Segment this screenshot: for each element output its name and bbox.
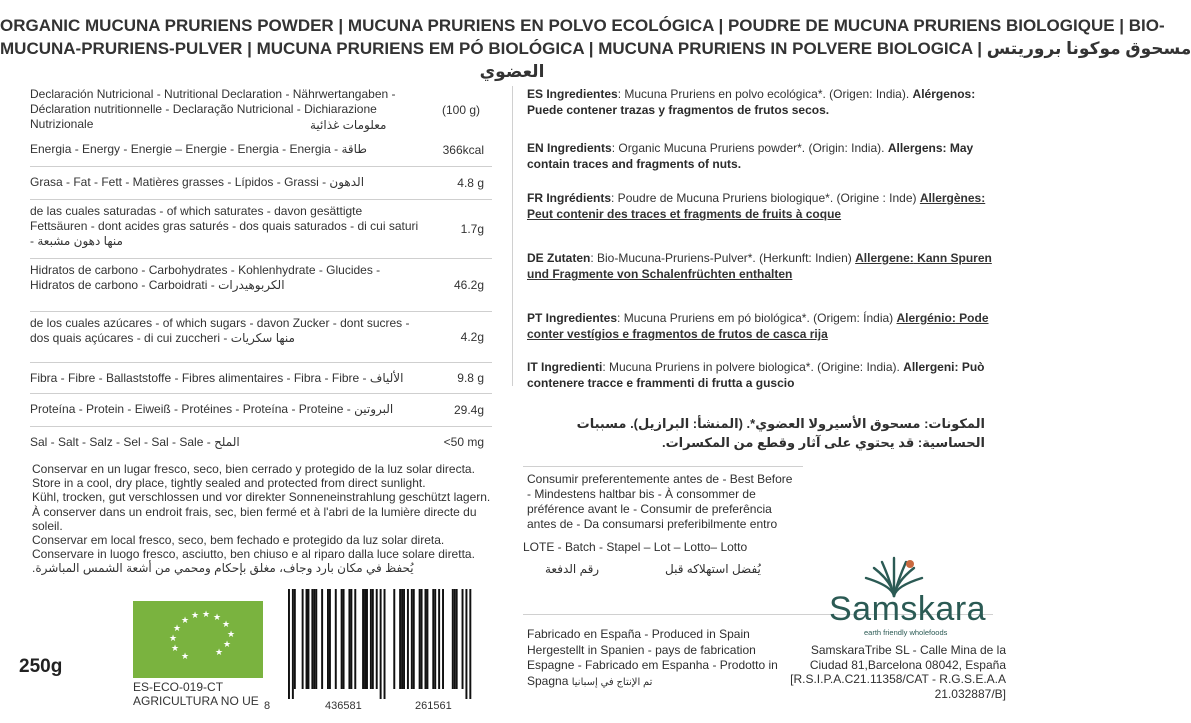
allergen-label: Allergene:: [855, 251, 914, 265]
nutrition-row: [30, 134, 492, 166]
nutrition-value: 4.8 g: [457, 176, 484, 190]
brand-tagline: earth friendly wholefoods: [864, 628, 948, 637]
title-line-1: ORGANIC MUCUNA PRURIENS POWDER | MUCUNA PRURIENS EN POLVO ECOLÓGICA | POUDRE DE MUCUNA PRURIENS BIOLOGIQUE | BIO-: [0, 16, 1165, 35]
eu-origin: AGRICULTURA NO UE: [133, 694, 259, 708]
allergen-label: Alérgenos:: [912, 87, 976, 101]
brand-name: Samskara: [829, 590, 987, 628]
svg-text:★: ★: [191, 610, 200, 620]
nutrition-value: 46.2g: [453, 278, 484, 292]
storage-ar: يُحفظ في مكان بارد وجاف، مغلق بإحكام ومحمي من أشعة الشمس المباشرة.: [32, 561, 414, 576]
allergen-text: Puede contener trazas y fragmentos de frutos secos.: [527, 103, 830, 117]
nutrition-value: 9.8 g: [457, 371, 484, 385]
storage-de: Kühl, trocken, gut verschlossen und vor direkter Sonneneinstrahlung geschützt lagern.: [32, 490, 491, 505]
nutrition-label: de los cuales azúcares - of which sugars - davon Zucker - dont sucres - dos quais açúcares - di cui zuccheri - منها سكريات: [30, 316, 410, 345]
made-in-text: Fabricado en España - Produced in Spain Hergestellt in Spanien - pays de fabrication Espagne - Fabricado em Espanha - Prodotto in Spagna: [527, 627, 778, 688]
ingredients-text: : Poudre de Mucuna Pruriens biologique*. (Origine : Inde): [611, 191, 920, 205]
svg-text:★: ★: [222, 619, 231, 629]
nutrition-label: Hidratos de carbono - Carbohydrates - Kohlenhydrate - Glucides - Hidratos de carbono - Carboidrati - الكربوهيدرات: [30, 263, 381, 292]
svg-text:★: ★: [173, 623, 182, 633]
allergen-text: Peut contenir des traces et fragments de fruits à coque: [527, 207, 842, 221]
nutrition-label: Fibra - Fibre - Ballaststoffe - Fibres alimentaires - Fibra - Fibre - الألياف: [30, 371, 404, 385]
nutrition-label: Sal - Salt - Salz - Sel - Sal - Sale - الملح: [30, 435, 240, 449]
nutrition-label: de las cuales saturadas - of which saturates - davon gesättigte Fettsäuren - dont acides gras saturés - dos quais saturados - di cui saturi - منها دهون مشبعة: [30, 204, 419, 248]
company-line-3: [R.S.I.P.A.C21.11358/CAT - R.G.S.E.A.A: [790, 672, 1006, 686]
svg-text:★: ★: [213, 612, 222, 622]
company-line-2: Ciudad 81,Barcelona 08042, España: [809, 657, 1006, 672]
nutrition-table: [30, 86, 492, 457]
ingredients-tag: IT Ingredienti: [527, 360, 603, 374]
ingredients-text: : Organic Mucuna Pruriens powder*. (Origin: India).: [611, 141, 888, 155]
allergen-text: May contain traces and fragments of nuts.: [527, 141, 974, 171]
ingredients-block: [527, 250, 997, 282]
nutrition-row: [30, 166, 492, 199]
allergen-label: Allergens:: [887, 141, 947, 155]
storage-it: Conservare in luogo fresco, asciutto, ben chiuso e al riparo dalla luce solare diretta.: [32, 547, 475, 562]
nutrition-row: [30, 199, 492, 258]
nutrition-row: [30, 311, 492, 362]
nutrition-row: [30, 258, 492, 311]
ingredients-block: [527, 310, 997, 342]
nutrition-value: 366kcal: [442, 143, 484, 157]
title-line-3: العضوي: [479, 62, 545, 81]
nutrition-value: 4.2g: [460, 330, 484, 344]
ingredients-text: : Mucuna Pruriens en polvo ecológica*. (Origen: India).: [617, 87, 913, 101]
eu-label-text: [133, 680, 259, 708]
lot-line: LOTE - Batch - Stapel – Lot – Lotto– Lotto: [523, 540, 748, 554]
eu-organic-logo: [133, 601, 263, 678]
company-line-4: 21.032887/B]: [934, 686, 1006, 701]
nutrition-header: Declaración Nutricional - Nutritional Declaration - Nährwertangaben - Déclaration nutritionnelle - Declaração Nutricional - Dichiarazione Nutrizionale: [30, 87, 396, 131]
storage-en: Store in a cool, dry place, tightly sealed and protected from direct sunlight.: [32, 476, 426, 491]
nutrition-label: Energia - Energy - Energie – Energie - Energia - Energia - طاقة: [30, 142, 367, 156]
storage-instructions: [32, 462, 492, 576]
ingredients-text: : Bio-Mucuna-Pruriens-Pulver*. (Herkunft: Indien): [590, 251, 856, 265]
svg-text:★: ★: [223, 639, 232, 649]
ingredients-block: [527, 359, 997, 391]
barcode: [288, 589, 473, 699]
ingredients-tag: ES Ingredientes: [527, 87, 618, 101]
ingredients-tag: FR Ingrédients: [527, 191, 612, 205]
nutrition-value: <50 mg: [443, 435, 484, 449]
svg-text:★: ★: [181, 615, 190, 625]
allergen-text: Kann Spuren und Fragmente von Schalenfrüchten enthalten: [527, 251, 992, 281]
svg-text:★: ★: [169, 633, 178, 643]
ingredients-tag: DE Zutaten: [527, 251, 591, 265]
nutrition-header-ar: معلومات غذائية: [310, 118, 387, 132]
product-title: [0, 14, 1191, 83]
ingredients-block: [527, 190, 997, 222]
made-in-ar: تم الإنتاج في إسبانيا: [571, 676, 653, 688]
allergen-label: Alergénio:: [896, 311, 956, 325]
nutrition-value: 1.7g: [460, 222, 484, 236]
divider-best-before: [523, 466, 803, 467]
best-before: Consumir preferentemente antes de - Best Before - Mindestens haltbar bis - À consommer de préférence avant le - Consumir de preferência antes de - Da consumarsi preferibilmente entro: [527, 472, 793, 531]
eu-leaf-stars-icon: [133, 601, 263, 678]
svg-text:★: ★: [181, 651, 190, 661]
nutrition-row: [30, 393, 492, 426]
barcode-digits-3: 261561: [415, 700, 452, 712]
ingredients-block: [527, 140, 997, 172]
nutrition-header-row: [30, 86, 492, 134]
svg-text:★: ★: [171, 643, 180, 653]
storage-es: Conservar en un lugar fresco, seco, bien cerrado y protegido de la luz solar directa.: [32, 462, 475, 476]
ingredients-tag: EN Ingredients: [527, 141, 612, 155]
nutrition-row: [30, 362, 492, 393]
nutrition-row: [30, 426, 492, 457]
nutrition-label: Proteína - Protein - Eiweiß - Protéines - Proteína - Proteine - البروتين: [30, 402, 394, 416]
svg-text:★: ★: [202, 609, 211, 619]
allergen-label: Allergènes:: [919, 191, 986, 205]
barcode-digits-2: 436581: [325, 700, 362, 712]
storage-pt: Conservar em local fresco, seco, bem fechado e protegido da luz solar direta.: [32, 533, 445, 548]
barcode-digit-1: 8: [264, 700, 271, 712]
ingredients-text: : Mucuna Pruriens em pó biológica*. (Origem: Índia): [617, 311, 897, 325]
ingredients-block: [527, 86, 997, 118]
ingredients-tag: PT Ingredientes: [527, 311, 618, 325]
nutrition-per: (100 g): [441, 103, 480, 117]
title-line-2: MUCUNA-PRURIENS-PULVER | MUCUNA PRURIENS EM PÓ BIOLÓGICA | MUCUNA PRURIENS IN POLVERE BIOLOGICA | مسحوق موكونا بروريتس: [0, 39, 1191, 58]
net-weight: 250g: [19, 656, 63, 677]
company-address: [770, 643, 1006, 701]
company-line-1: SamskaraTribe SL - Calle Mina de la: [810, 643, 1006, 657]
storage-fr: À conserver dans un endroit frais, sec, bien fermé et à l'abri de la lumière directe du soleil.: [32, 504, 477, 533]
column-divider: [512, 86, 513, 386]
eu-code: ES-ECO-019-CT: [133, 680, 224, 694]
svg-text:★: ★: [227, 629, 236, 639]
best-before-ar: يُفضل استهلاكه قبل: [665, 562, 761, 576]
made-in: [527, 627, 797, 690]
nutrition-label: Grasa - Fat - Fett - Matières grasses - Lípidos - Grassi - الدهون: [30, 175, 365, 189]
ingredients-ar: المكونات: مسحوق الأسيرولا العضوي*. (المنشأ: البرازيل). مسببات الحساسية: قد يحتوي على آثار وقطع من المكسرات.: [576, 416, 985, 450]
lot-ar: رقم الدفعة: [545, 562, 600, 576]
allergen-text: Pode conter vestígios e fragmentos de frutos de casca rija: [527, 311, 989, 341]
svg-text:★: ★: [215, 647, 224, 657]
allergen-label: Allergeni:: [903, 360, 959, 374]
nutrition-value: 29.4g: [453, 403, 484, 417]
ingredients-text: : Mucuna Pruriens in polvere biologica*. (Origine: India).: [602, 360, 904, 374]
allergen-text: Può contenere tracce e frammenti di frutta a guscio: [527, 360, 985, 390]
